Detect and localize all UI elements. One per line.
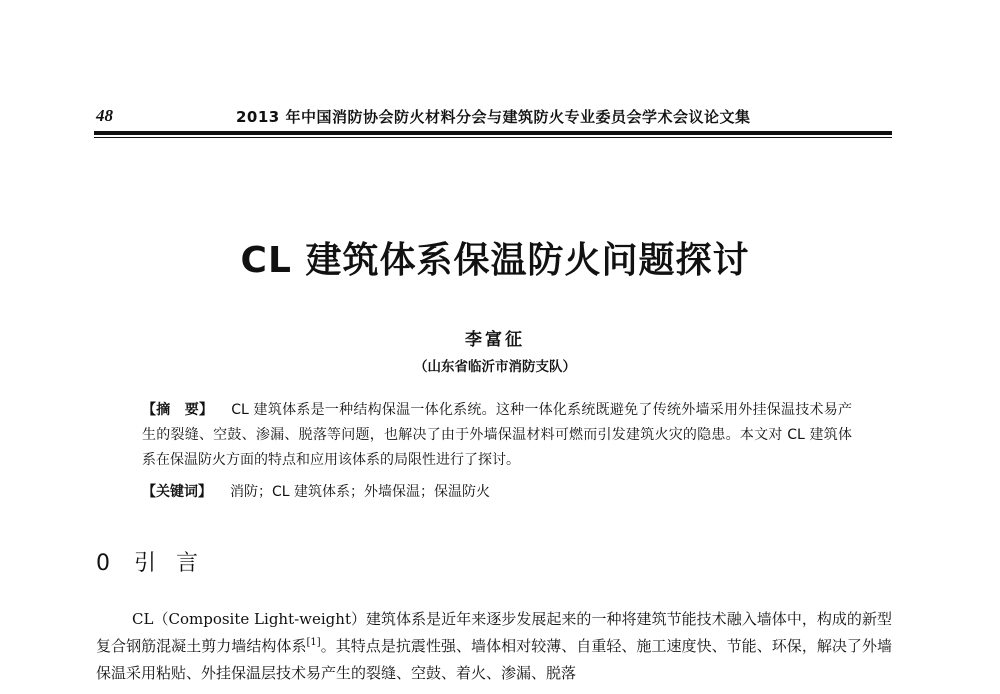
header-rule-thick [94, 131, 892, 135]
section-title-char-2: 言 [176, 551, 201, 576]
section-number: 0 [96, 551, 112, 576]
abstract-label: 【摘 要】 [142, 402, 214, 418]
header-rule-thin [94, 137, 892, 138]
author-name: 李富征 [465, 330, 525, 350]
body-text-part-2: 。其特点是抗震性强、墙体相对较薄、自重轻、施工速度快、节能、环保，解决了外墙保温采用粘贴、外挂保温层技术易产生的裂缝、空鼓、着火、渗漏、脱落 [96, 637, 892, 682]
page-number: 48 [96, 106, 113, 125]
author-affiliation: （山东省临沂市消防支队） [414, 359, 576, 375]
abstract-text: CL 建筑体系是一种结构保温一体化系统。这种一体化系统既避免了传统外墙采用外挂保温技术易产生的裂缝、空鼓、渗漏、脱落等问题，也解决了由于外墙保温材料可燃而引发建筑火灾的隐患。本文对 CL 建筑体系在保温防火方面的特点和应用该体系的局限性进行了探讨。 [142, 402, 852, 468]
body-text-part-1: CL（Composite Light-weight）建筑体系是近年来逐步发展起来的一种将建筑节能技术融入墙体中，构成的新型复合钢筋混凝土剪力墙结构体系 [96, 610, 892, 655]
keywords-label: 【关键词】 [142, 484, 212, 500]
abstract [142, 398, 852, 473]
section-heading [96, 546, 200, 577]
article-title: CL 建筑体系保温防火问题探讨 [240, 240, 750, 281]
keywords-text: 消防；CL 建筑体系；外墙保温；保温防火 [230, 484, 491, 500]
running-header: 2013 年中国消防协会防火材料分会与建筑防火专业委员会学术会议论文集 [236, 108, 751, 126]
citation: [1] [306, 637, 321, 648]
body-paragraph [96, 606, 892, 687]
keywords [142, 480, 852, 505]
section-title-char-1: 引 [134, 551, 159, 576]
